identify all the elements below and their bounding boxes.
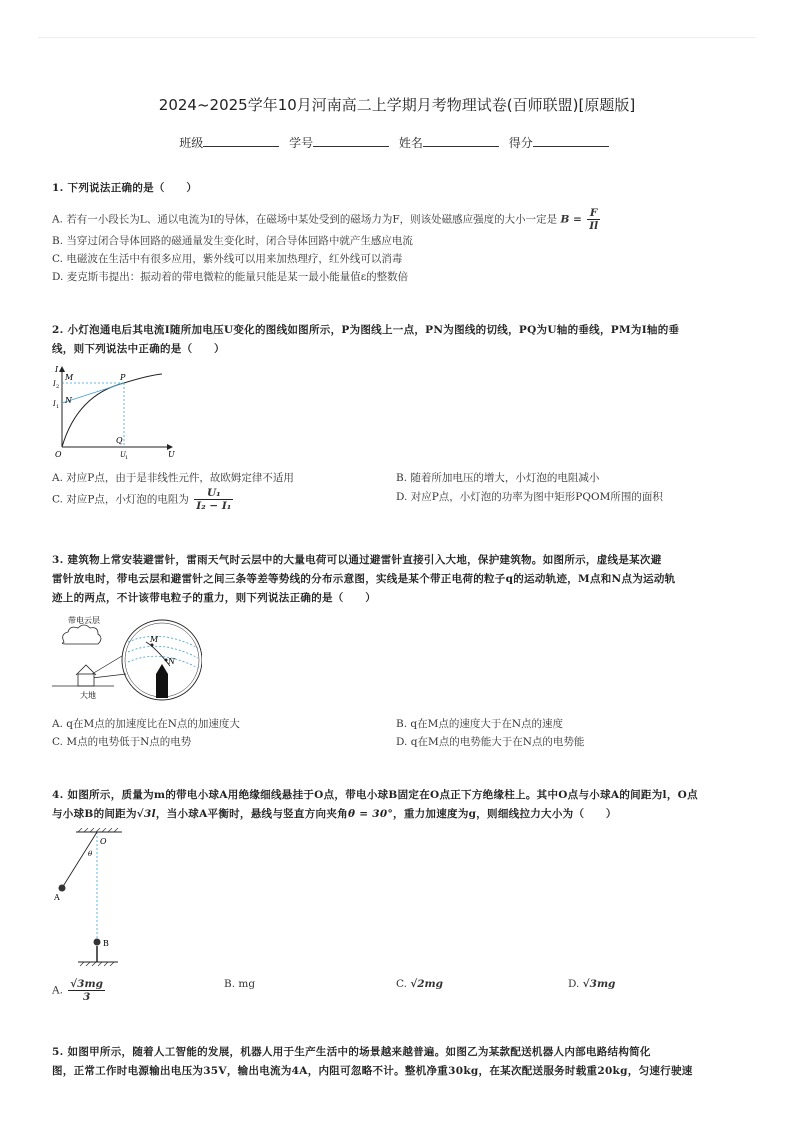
q1-option-a-text: A. 若有一小段长为L、通以电流为I的导体，在磁场中某处受到的磁场力为F，则该处磁感应强度的大小一定是 <box>52 213 558 226</box>
q4-option-a[interactable] <box>52 978 107 1003</box>
q2-label-u1: U <box>120 451 126 459</box>
q2-iu-graph <box>52 363 177 461</box>
score-label: 得分 <box>508 136 533 150</box>
class-label: 班级 <box>179 136 204 150</box>
q2-stem-line1: 2. 小灯泡通电后其电流I随所加电压U变化的图线如图所示，P为图线上一点，PN为图线的切线，PQ为U轴的垂线，PM为I轴的垂 <box>52 324 680 336</box>
q4-distance-ob: √3l <box>136 808 156 820</box>
q3-label-m: M <box>150 635 159 644</box>
q2-label-u1-sub: 1 <box>125 455 129 461</box>
q4-option-a-den: 3 <box>82 991 91 1003</box>
name-blank[interactable] <box>423 136 499 147</box>
q3-stem-line1: 3. 建筑物上常安装避雷针，雷雨天气时云层中的大量电荷可以通过避雷针直接引入大地，保护建筑物。如图所示，虚线是某次避 <box>52 554 662 566</box>
q4-label-theta: θ <box>88 850 93 858</box>
q1-option-b[interactable]: B. 当穿过闭合导体回路的磁通量发生变化时，闭合导体回路中就产生感应电流 <box>52 235 413 247</box>
q1-option-a[interactable] <box>52 207 602 232</box>
q4-stem-line1: 4. 如图所示，质量为m的带电小球A用绝缘细线悬挂于O点，带电小球B固定在O点正下方绝缘柱上。其中O点与小球A的间距为l，O点 <box>52 789 698 801</box>
q3-option-a[interactable]: A. q在M点的加速度比在N点的加速度大 <box>52 718 240 730</box>
top-divider <box>38 37 756 38</box>
q1-formula-num: F <box>587 207 600 220</box>
q4-option-a-fraction <box>68 978 105 1003</box>
q1-formula-fraction <box>587 207 600 232</box>
score-blank[interactable] <box>533 136 609 147</box>
q2-resistance-num: U₁ <box>194 487 233 500</box>
q3-stem-line2: 雷针放电时，带电云层和避雷针之间三条等差等势线的分布示意图，实线是某个带正电荷的粒子q的运动轨迹，M点和N点为运动轨 <box>52 573 676 585</box>
id-blank[interactable] <box>313 136 389 147</box>
student-info-line <box>0 134 794 151</box>
q4-label-b: B <box>103 939 109 948</box>
cloud-icon <box>62 625 101 644</box>
page-title: 2024~2025学年10月河南高二上学期月考物理试卷(百师联盟)[原题版] <box>158 96 636 114</box>
q4-option-c[interactable] <box>396 978 443 990</box>
q1-option-c[interactable]: C. 电磁波在生活中有很多应用，紫外线可以用来加热理疗，红外线可以消毒 <box>52 253 403 265</box>
q2-resistance-den: I₂ − I₁ <box>196 500 232 512</box>
q5-stem-line2: 图，正常工作时电源输出电压为35V，输出电流为4A，内阻可忽略不计。整机净重30kg，在某次配送服务时载重20kg，匀速行驶速 <box>52 1065 693 1077</box>
q1-formula-den: Il <box>589 220 599 232</box>
id-label: 学号 <box>289 136 314 150</box>
q3-option-c[interactable]: C. M点的电势低于N点的电势 <box>52 736 192 748</box>
q4-ball-a <box>59 885 66 892</box>
q1-formula-lhs: B = <box>560 213 582 226</box>
q4-pendulum-figure <box>52 828 132 968</box>
q4-label-a: A <box>54 893 60 902</box>
q3-magnifier-line2 <box>92 674 126 678</box>
q2-resistance-fraction <box>194 487 233 512</box>
q2-label-i1: I <box>53 400 56 408</box>
q2-label-i1-sub: 1 <box>56 404 60 410</box>
q4-option-d[interactable] <box>568 978 615 990</box>
q2-label-p: P <box>120 373 126 382</box>
q4-ceiling-hatch <box>78 828 118 832</box>
q3-label-n: N <box>168 657 175 666</box>
q4-option-b[interactable]: B. mg <box>224 978 256 990</box>
q4-option-a-num: √3mg <box>70 978 103 990</box>
q4-stem-part-c: ，重力加速度为g，则细线拉力大小为（ ） <box>393 808 617 820</box>
q4-option-a-label: A. <box>52 984 63 997</box>
q2-label-i2-sub: 2 <box>56 384 60 390</box>
q2-label-u: U <box>168 450 175 459</box>
q4-option-c-label: C. <box>396 978 407 990</box>
q3-stem-line3: 迹上的两点，不计该带电粒子的重力，则下列说法正确的是（ ） <box>52 592 376 604</box>
name-label: 姓名 <box>398 136 423 150</box>
q4-option-d-label: D. <box>568 978 580 990</box>
q4-option-d-value: √3mg <box>582 978 616 990</box>
q4-angle: θ = 30° <box>347 808 394 820</box>
q2-label-m: M <box>65 373 74 382</box>
q1-option-d[interactable]: D. 麦克斯韦提出：振动着的带电微粒的能量只能是某一最小能量值ε的整数倍 <box>52 271 409 283</box>
q3-lightning-rod-figure <box>52 612 202 704</box>
q4-ball-b <box>94 939 101 946</box>
q3-magnifier-line1 <box>92 656 122 674</box>
q4-stem-line2 <box>52 805 742 823</box>
q2-option-d[interactable]: D. 对应P点，小灯泡的功率为图中矩形PQOM所围的面积 <box>396 491 663 503</box>
q2-option-c[interactable] <box>52 487 235 512</box>
house-icon <box>78 674 94 686</box>
q4-label-o: O <box>100 837 107 846</box>
q2-label-n: N <box>65 396 72 405</box>
q4-stem-part-b: ，当小球A平衡时，悬线与竖直方向夹角 <box>155 808 348 820</box>
q2-stem-line2: 线，则下列说法中正确的是（ ） <box>52 343 225 355</box>
q2-label-q: Q <box>116 436 123 445</box>
q3-option-b[interactable]: B. q在M点的速度大于在N点的速度 <box>396 718 564 730</box>
q2-label-i: I <box>55 365 59 374</box>
q4-stem-part-a: 与小球B的间距为 <box>52 808 137 820</box>
q2-label-o: O <box>55 450 62 459</box>
q3-ground-label: 大地 <box>80 691 96 700</box>
q3-option-d[interactable]: D. q在M点的电势能大于在N点的电势能 <box>396 736 585 748</box>
q2-option-c-text: C. 对应P点，小灯泡的电阻为 <box>52 493 189 506</box>
q4-string <box>62 832 97 888</box>
q1-stem: 1. 下列说法正确的是（ ） <box>52 182 198 194</box>
q3-cloud-label: 带电云层 <box>68 616 100 625</box>
q2-label-i2: I <box>53 380 56 388</box>
q2-option-b[interactable]: B. 随着所加电压的增大，小灯泡的电阻减小 <box>396 472 600 484</box>
q4-ground-hatch <box>80 962 114 966</box>
q2-iu-curve <box>62 374 162 447</box>
class-blank[interactable] <box>203 136 279 147</box>
q5-stem-line1: 5. 如图甲所示，随着人工智能的发展，机器人用于生产生活中的场景越来越普遍。如图乙为某款配送机器人内部电路结构简化 <box>52 1046 651 1058</box>
q4-option-c-value: √2mg <box>410 978 444 990</box>
q2-option-a[interactable]: A. 对应P点，由于是非线性元件，故欧姆定律不适用 <box>52 472 294 484</box>
